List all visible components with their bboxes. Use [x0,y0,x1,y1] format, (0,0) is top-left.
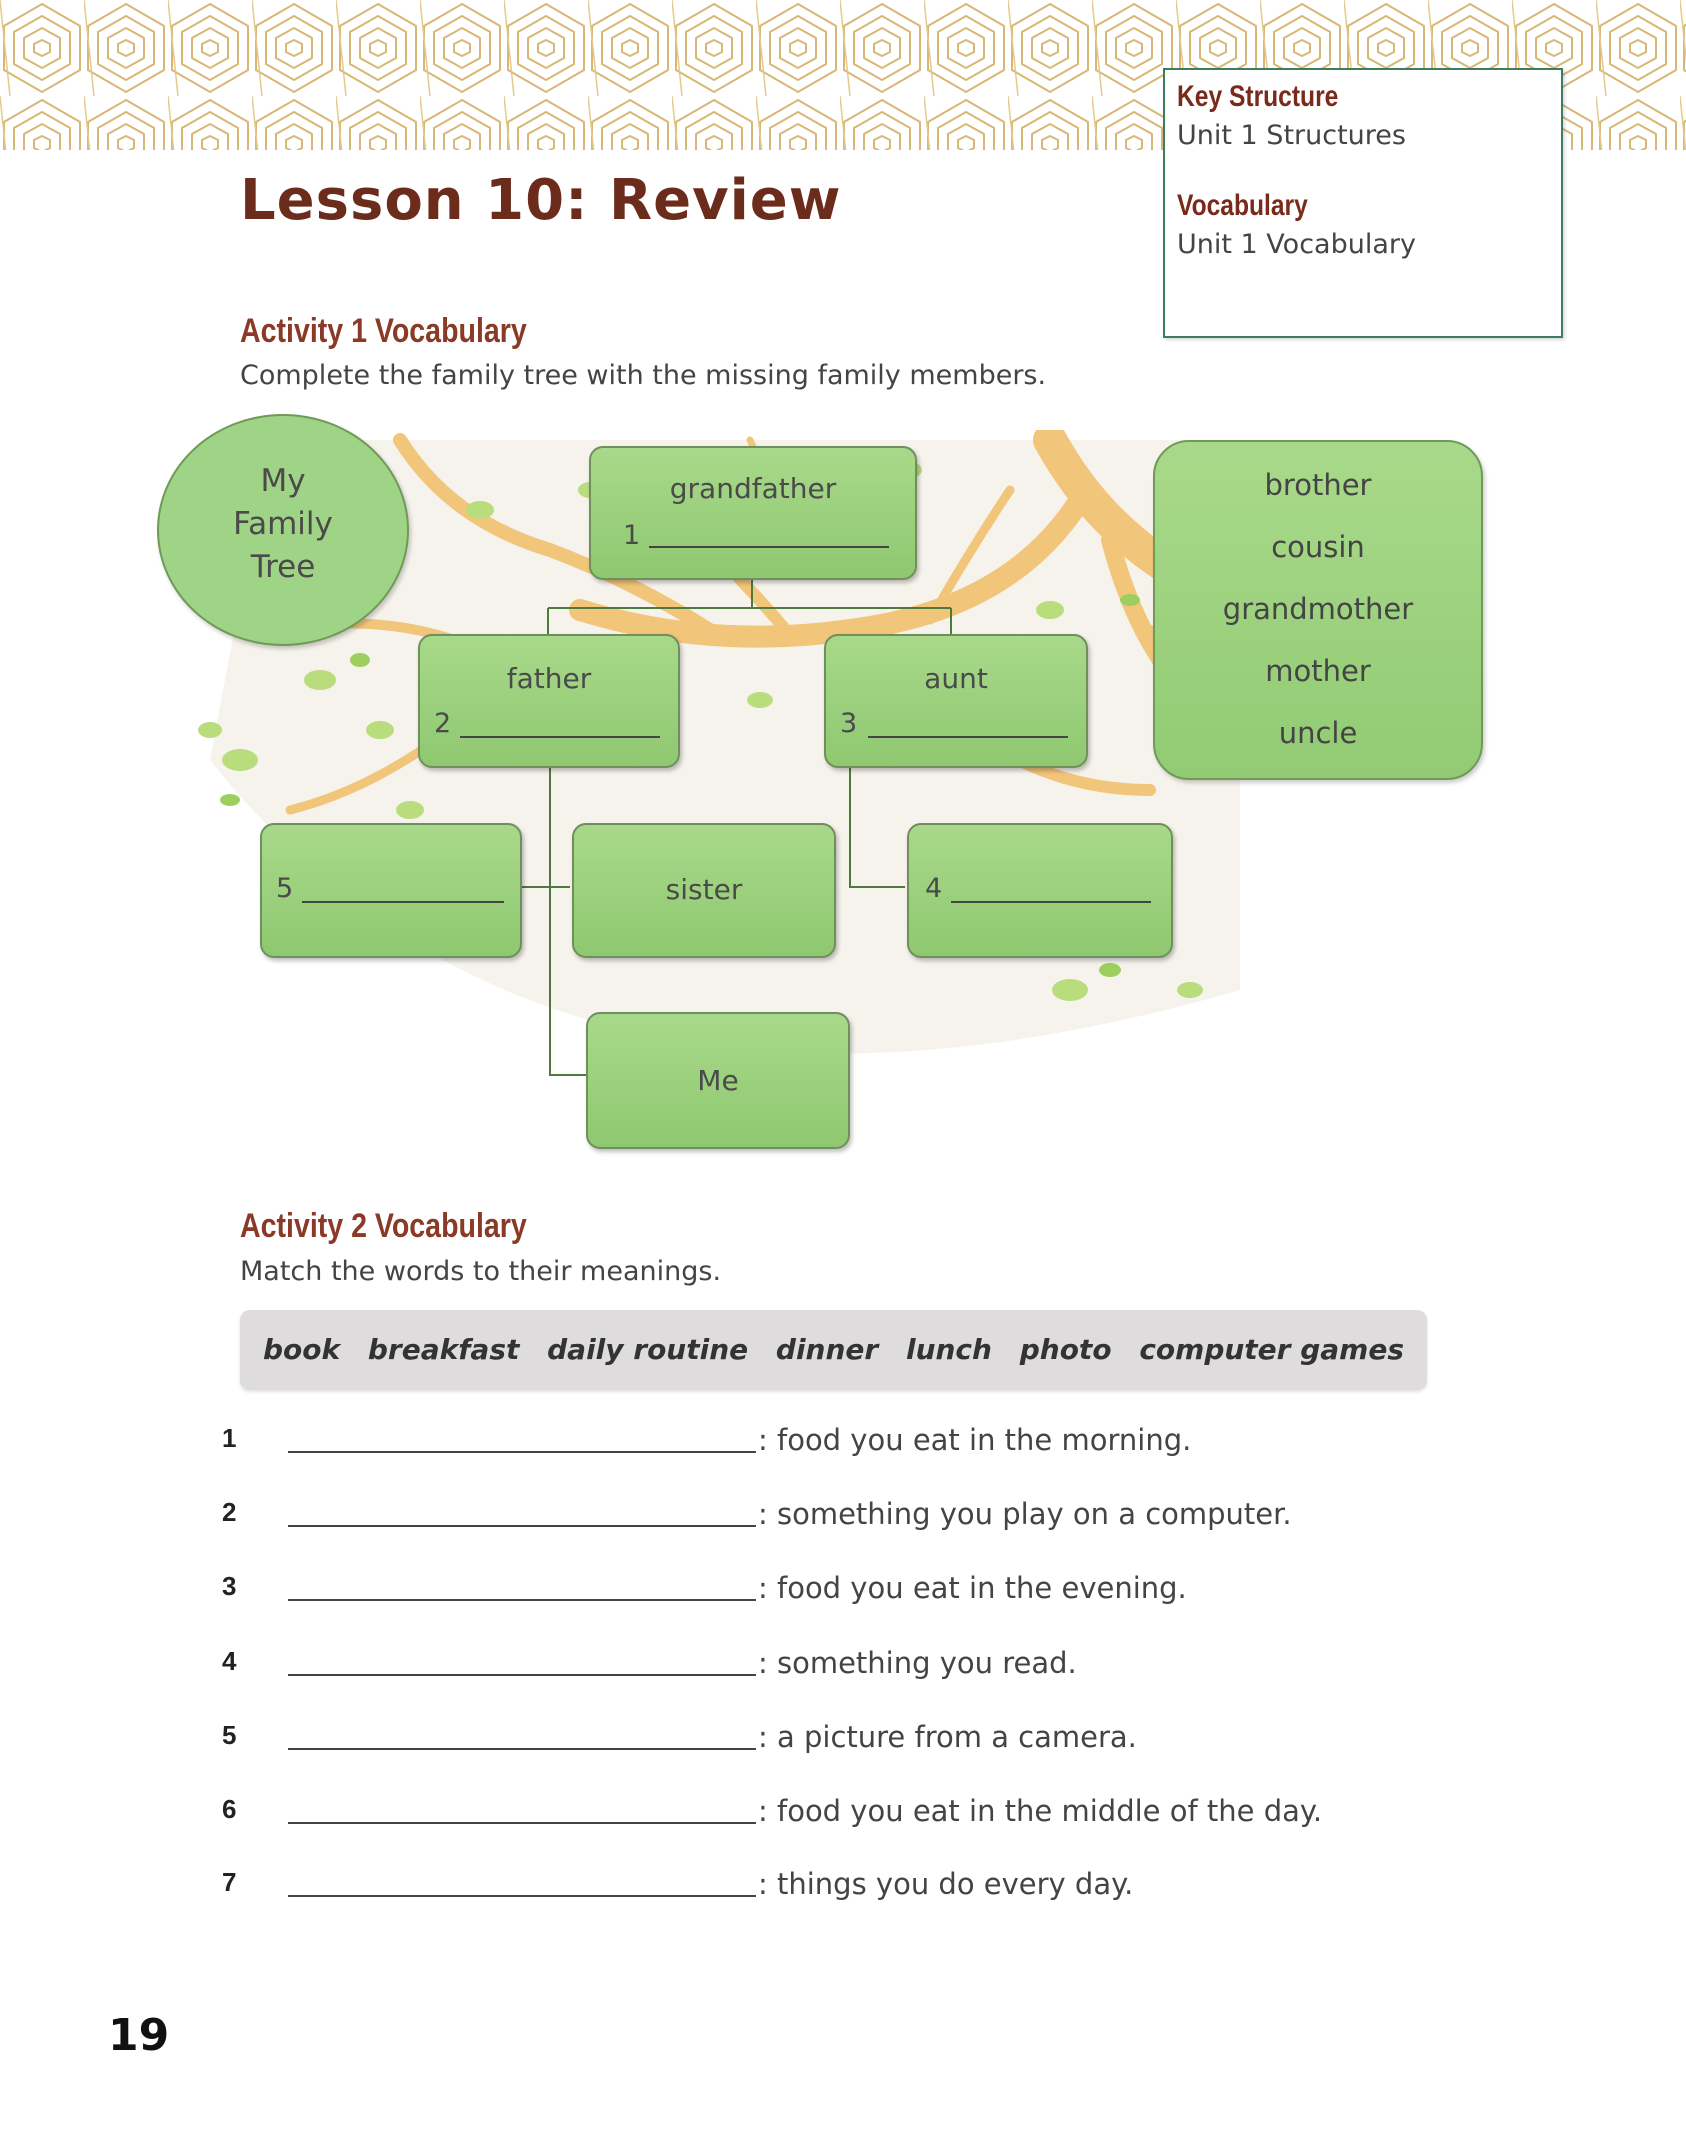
word-bank-item: dinner [775,1333,879,1366]
blank-5-line[interactable] [302,901,504,903]
node-me [586,1012,850,1149]
blank-3-line[interactable] [868,736,1068,738]
word-bank [240,1310,1427,1390]
activity2-heading: Activity 2 Vocabulary [240,1207,527,1245]
blank-1-number: 1 [623,520,641,551]
word-box [1153,440,1483,780]
answer-line[interactable] [288,1748,756,1750]
blank-2-number: 2 [434,708,452,739]
item-number: 6 [222,1794,237,1824]
circle-line-1: My [260,463,306,499]
answer-line[interactable] [288,1822,756,1824]
item-definition: : something you read. [758,1646,1077,1680]
circle-line-2: Family [233,506,333,542]
item-number: 3 [222,1571,237,1601]
circle-line-3: Tree [250,549,316,585]
word-bank-item: computer games [1139,1333,1404,1366]
item-definition: : food you eat in the middle of the day. [758,1794,1323,1828]
node-aunt [824,634,1088,768]
word-box-item: mother [1265,654,1371,688]
activity1-instruction: Complete the family tree with the missing family members. [240,360,1047,391]
page-number: 19 [108,2010,170,2061]
blank-5-number: 5 [276,873,294,904]
item-number: 5 [222,1720,237,1750]
lesson-title: Lesson 10: Review [240,168,842,233]
node-grandfather-label: grandfather [669,472,837,505]
item-definition: : food you eat in the evening. [758,1571,1187,1605]
blank-2-line[interactable] [460,736,660,738]
answer-line[interactable] [288,1674,756,1676]
answer-line[interactable] [288,1895,756,1897]
answer-line[interactable] [288,1525,756,1527]
key-structure-box [1163,68,1563,338]
word-box-item: cousin [1271,530,1365,564]
node-aunt-label: aunt [924,662,988,695]
node-father-label: father [506,662,592,695]
node-me-label: Me [697,1064,739,1097]
word-bank-item: photo [1019,1333,1112,1366]
item-definition: : a picture from a camera. [758,1720,1137,1754]
item-number: 1 [222,1423,237,1453]
answer-line[interactable] [288,1451,756,1453]
list-item [222,1794,1422,1834]
list-item [222,1720,1422,1760]
list-item [222,1497,1422,1537]
blank-4-number: 4 [925,873,943,904]
list-item [222,1571,1422,1611]
blank-3-number: 3 [840,708,858,739]
vocabulary-heading: Vocabulary [1177,189,1308,222]
list-item [222,1646,1422,1686]
word-box-item: uncle [1278,716,1358,750]
blank-1-line[interactable] [649,546,889,548]
word-bank-item: daily routine [547,1333,749,1366]
word-box-item: brother [1264,468,1372,502]
node-blank-5 [260,823,522,958]
key-structure-heading: Key Structure [1177,80,1339,113]
list-item [222,1867,1422,1907]
item-definition: : something you play on a computer. [758,1497,1292,1531]
item-definition: : food you eat in the morning. [758,1423,1192,1457]
answer-line[interactable] [288,1599,756,1601]
activity2-instruction: Match the words to their meanings. [240,1256,722,1287]
node-sister [572,823,836,958]
word-bank-item: lunch [905,1333,992,1366]
word-bank-item: breakfast [367,1333,520,1366]
word-box-item: grandmother [1222,592,1414,626]
node-blank-4 [907,823,1173,958]
activity1-heading: Activity 1 Vocabulary [240,312,527,350]
node-grandfather [589,446,917,580]
item-number: 2 [222,1497,237,1527]
blank-4-line[interactable] [951,901,1151,903]
family-tree-title-circle [157,414,409,646]
item-definition: : things you do every day. [758,1867,1134,1901]
key-structure-text: Unit 1 Structures [1177,120,1406,151]
node-father [418,634,680,768]
node-sister-label: sister [665,873,743,906]
list-item [222,1423,1422,1463]
item-number: 4 [222,1646,237,1676]
word-bank-item: book [263,1333,341,1366]
item-number: 7 [222,1867,237,1897]
vocabulary-text: Unit 1 Vocabulary [1177,229,1416,260]
